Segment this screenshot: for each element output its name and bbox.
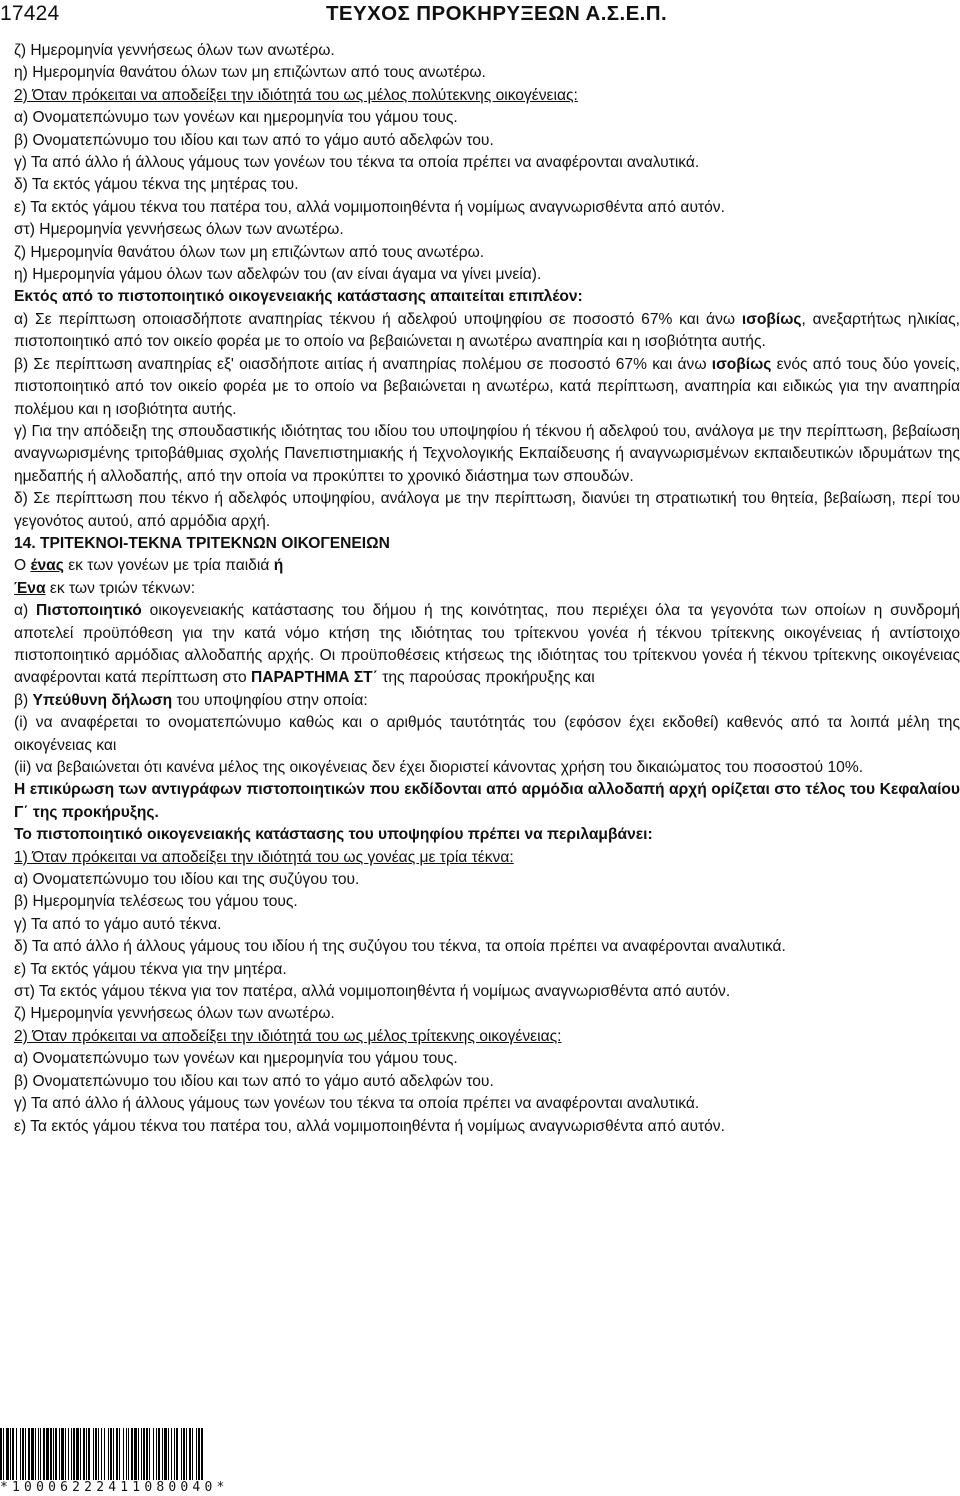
page-number: 17424: [0, 2, 60, 25]
text-run: ενός από τους δύο γονείς, πιστοποιητικό από τον οικείο φορέα με το οποίο να βεβαιώνεται η ανωτέρω, κατά περίπτωση, αναπηρία και ειδικώς για την αναπηρία πολέμου και η ισοβιότητα αυτής.: [14, 355, 960, 418]
text-run: α) Σε περίπτωση οποιασδήποτε αναπηρίας τέκνου ή αδελφού υποψηφίου σε ποσοστό 67% και άνω: [14, 310, 742, 328]
paragraph: στ) Ημερομηνία γεννήσεως όλων των ανωτέρω.: [14, 221, 344, 239]
text-run: οικογενειακής κατάστασης του δήμου ή της κοινότητας, που περιέχει όλα τα γεγονότα των οποίων η συνδρομή αποτελεί προϋπόθεση για την κατά νόμο κτήση της ιδιότητας του τρίτεκνου γονέα ή τέκνου τρίτεκνης οικογένειας ή αντίστοιχο πιστοποιητικό αρμόδιας αλλοδαπής αρχής. Οι προϋποθέσεις κτήσεως της ιδιότητας του τρίτεκνου γονέα ή τέκνου τρίτεκνης οικογένειας αναφέρονται κατά περίπτωση στο: [14, 602, 960, 687]
paragraph: ζ) Ημερομηνία θανάτου όλων των μη επιζώντων από τους ανωτέρω.: [14, 243, 485, 261]
barcode-bars: [0, 1428, 305, 1480]
paragraph-heading: 1) Όταν πρόκειται να αποδείξει την ιδιότητά του ως γονέας με τρία τέκνα:: [14, 848, 514, 866]
bold-text: Πιστοποιητικό: [36, 602, 142, 620]
paragraph: β) Ονοματεπώνυμο του ιδίου και των από το γάμο αυτό αδελφών του.: [14, 1072, 494, 1090]
paragraph: δ) Σε περίπτωση που τέκνο ή αδελφός υποψηφίου, ανάλογα με την περίπτωση, διανύει τη στρατιωτική του θητεία, βεβαίωση, περί του γεγονότος αυτού, από αρμόδια αρχή.: [14, 490, 960, 530]
barcode-number: *10006222411080040*: [0, 1480, 229, 1495]
paragraph: ε) Τα εκτός γάμου τέκνα για την μητέρα.: [14, 960, 287, 978]
barcode: [0, 1428, 305, 1496]
paragraph: ε) Τα εκτός γάμου τέκνα του πατέρα του, αλλά νομιμοποιηθέντα ή νομίμως αναγνωρισθέντα από αυτόν.: [14, 198, 725, 216]
paragraph: α) Ονοματεπώνυμο των γονέων και ημερομηνία του γάμου τους.: [14, 1050, 458, 1068]
paragraph-heading: 2) Όταν πρόκειται να αποδείξει την ιδιότητά του ως μέλος πολύτεκνης οικογένειας:: [14, 86, 578, 104]
paragraph: η) Ημερομηνία γάμου όλων των αδελφών του (αν είναι άγαμα να γίνει μνεία).: [14, 266, 542, 284]
paragraph: γ) Για την απόδειξη της σπουδαστικής ιδιότητας του ιδίου του υποψηφίου ή τέκνου ή αδελφού του, ανάλογα με την περίπτωση, βεβαίωση αναγνωρισμένης τριτοβάθμιας σχολής Πανεπιστημιακής ή Τεχνολογικής Εκπαίδευσης ή αναγνωρισμένων εκπαιδευτικών ιδρυμάτων της ημεδαπής ή αλλοδαπής, από την οποία να προκύπτει το χρονικό διάστημα των σπουδών.: [14, 422, 960, 485]
bold-text: ένας: [30, 557, 64, 575]
text-run: , ανεξαρτήτως ηλικίας, πιστοποιητικό από τον οικείο φορέα με το οποίο να βεβαιώνεται η ανωτέρω αναπηρία και η ισοβιότητα αυτής.: [14, 310, 960, 351]
text-run: εκ των γονέων με τρία παιδιά: [63, 557, 274, 575]
page-header: [0, 2, 960, 28]
paragraph: [0, 690, 960, 712]
section-heading: 14. ΤΡΙΤΕΚΝΟΙ-ΤΕΚΝΑ ΤΡΙΤΕΚΝΩΝ ΟΙΚΟΓΕΝΕΙΩΝ: [14, 534, 390, 552]
text-run: α): [14, 602, 37, 620]
paragraph-bold: Η επικύρωση των αντιγράφων πιστοποιητικών που εκδίδονται από αρμόδια αλλοδαπή αρχή ορίζεται στο τέλος του Κεφαλαίου Γ΄ της προκήρυξης.: [14, 781, 960, 821]
barcode-bar: [201, 1428, 203, 1480]
bold-text: ή: [273, 557, 284, 575]
paragraph: ζ) Ημερομηνία γεννήσεως όλων των ανωτέρω.: [14, 42, 335, 59]
bold-text: ισοβίως: [741, 310, 802, 328]
paragraph: στ) Τα εκτός γάμου τέκνα για τον πατέρα, αλλά νομιμοποιηθέντα ή νομίμως αναγνωρισθέντα από αυτόν.: [14, 983, 731, 1001]
paragraph: γ) Τα από άλλο ή άλλους γάμους των γονέων του τέκνα τα οποία πρέπει να αναφέρονται αναλυτικά.: [14, 154, 700, 172]
paragraph: ζ) Ημερομηνία γεννήσεως όλων των ανωτέρω.: [14, 1005, 335, 1023]
paragraph: [0, 309, 960, 354]
paragraph: [0, 354, 960, 421]
paragraph: γ) Τα από το γάμο αυτό τέκνα.: [14, 915, 222, 933]
paragraph: γ) Τα από άλλο ή άλλους γάμους των γονέων του τέκνα τα οποία πρέπει να αναφέρονται αναλυτικά.: [14, 1095, 700, 1113]
text-run: β): [14, 691, 33, 709]
document-body: [0, 40, 960, 1138]
text-run: εκ των τριών τέκνων:: [45, 579, 196, 597]
paragraph: [0, 600, 960, 690]
paragraph: α) Ονοματεπώνυμο του ιδίου και της συζύγου του.: [14, 871, 360, 889]
paragraph: (ii) να βεβαιώνεται ότι κανένα μέλος της οικογένειας δεν έχει διοριστεί κάνοντας χρήση του δικαιώματος του ποσοστού 10%.: [14, 759, 864, 776]
paragraph-heading: 2) Όταν πρόκειται να αποδείξει την ιδιότητά του ως μέλος τρίτεκνης οικογένειας:: [14, 1027, 562, 1045]
bold-text: ισοβίως: [711, 355, 772, 373]
paragraph: [0, 555, 960, 577]
text-run: Ο: [14, 557, 31, 575]
bold-text: Ένα: [14, 579, 46, 597]
paragraph: (i) να αναφέρεται το ονοματεπώνυμο καθώς και ο αριθμός ταυτότητάς του (εφόσον έχει εκδοθεί) καθενός από τα λοιπά μέλη της οικογένειας και: [14, 714, 960, 754]
paragraph: δ) Τα εκτός γάμου τέκνα της μητέρας του.: [14, 176, 299, 194]
bold-text: ΠΑΡΑΡΤΗΜΑ ΣΤ΄: [251, 669, 378, 687]
text-run: της παρούσας προκήρυξης και: [377, 669, 595, 687]
paragraph: ε) Τα εκτός γάμου τέκνα του πατέρα του, αλλά νομιμοποιηθέντα ή νομίμως αναγνωρισθέντα από αυτόν.: [14, 1117, 725, 1135]
paragraph: η) Ημερομηνία θανάτου όλων των μη επιζώντων από τους ανωτέρω.: [14, 64, 486, 82]
text-run: β) Σε περίπτωση αναπηρίας εξ' οιασδήποτε αιτίας ή αναπηρίας πολέμου σε ποσοστό 67% και άνω: [14, 355, 712, 373]
bold-text: Υπεύθυνη δήλωση: [32, 691, 173, 709]
text-run: του υποψηφίου στην οποία:: [172, 691, 368, 709]
paragraph: β) Ημερομηνία τελέσεως του γάμου τους.: [14, 893, 298, 911]
paragraph-heading: Το πιστοποιητικό οικογενειακής κατάστασης του υποψηφίου πρέπει να περιλαμβάνει:: [14, 826, 653, 844]
paragraph: β) Ονοματεπώνυμο του ιδίου και των από το γάμο αυτό αδελφών του.: [14, 131, 494, 149]
paragraph: α) Ονοματεπώνυμο των γονέων και ημερομηνία του γάμου τους.: [14, 109, 458, 127]
issue-title: ΤΕΥΧΟΣ ΠΡΟΚΗΡΥΞΕΩΝ Α.Σ.Ε.Π.: [326, 2, 668, 25]
paragraph: [0, 578, 960, 600]
paragraph-heading: Εκτός από το πιστοποιητικό οικογενειακής κατάστασης απαιτείται επιπλέον:: [14, 288, 583, 306]
paragraph: δ) Τα από άλλο ή άλλους γάμους του ιδίου ή της συζύγου του τέκνα, τα οποία πρέπει να αναφέρονται αναλυτικά.: [14, 938, 786, 956]
